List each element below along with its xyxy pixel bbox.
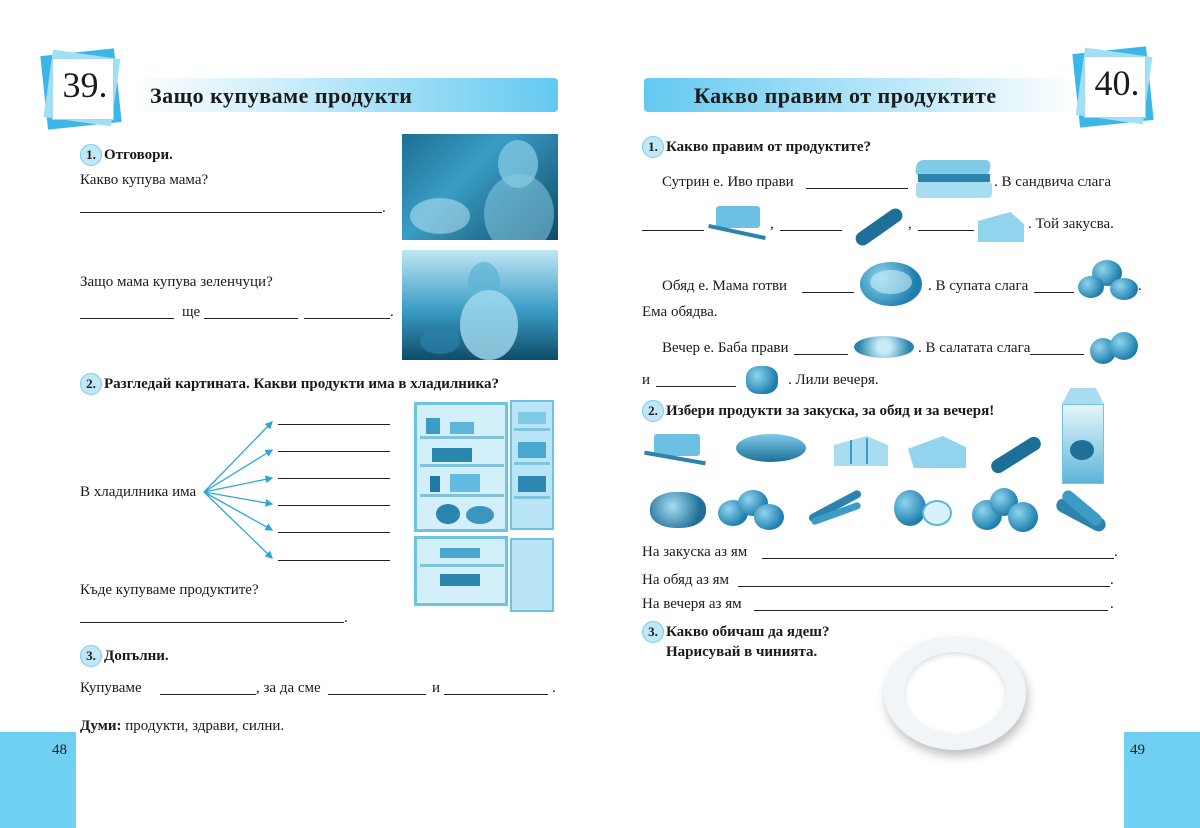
answer-line[interactable] [80, 212, 382, 213]
left-page-number: 48 [52, 742, 67, 758]
answer-line[interactable] [1034, 292, 1074, 293]
answer-line[interactable] [738, 586, 1110, 587]
comma: , [908, 216, 912, 232]
period: . [1110, 596, 1114, 612]
answer-line[interactable] [806, 188, 908, 189]
sandwich-image [912, 152, 994, 204]
right-task2-number: 2. [642, 400, 664, 422]
comma: , [770, 216, 774, 232]
cooking-photo [402, 250, 558, 360]
left-task3-number: 3. [80, 645, 102, 667]
answer-line[interactable] [160, 694, 256, 695]
right-task2-heading: Избери продукти за закуска, за обяд и за вечеря! [666, 403, 995, 419]
answer-line[interactable] [444, 694, 548, 695]
right-task3-heading-line2: Нарисувай в чинията. [666, 644, 818, 660]
period: . [1138, 278, 1142, 294]
carrots-item[interactable] [800, 480, 872, 530]
milk-carton-image [1058, 388, 1108, 486]
right-lesson-badge [1076, 50, 1154, 128]
answer-line[interactable] [328, 694, 426, 695]
sentence3-part2: . В салатата слага [918, 340, 1031, 356]
salami-item[interactable] [986, 432, 1044, 476]
answer-line[interactable] [278, 532, 390, 533]
answer-line[interactable] [204, 318, 298, 319]
plate-drawing-area[interactable] [884, 636, 1026, 750]
answer-line[interactable] [278, 478, 390, 479]
answer-line[interactable] [642, 230, 704, 231]
butter-image [706, 202, 768, 244]
answer-line[interactable] [780, 230, 842, 231]
answer-line[interactable] [278, 560, 390, 561]
right-task1-heading: Какво правим от продуктите? [666, 139, 872, 155]
answer-line[interactable] [918, 230, 974, 231]
left-task1-word-shte: ще [182, 304, 201, 320]
period: . [382, 200, 386, 216]
answer-line[interactable] [802, 292, 854, 293]
left-task3-start: Купуваме [80, 680, 142, 696]
left-task2-heading: Разгледай картината. Какви продукти има в хладилника? [104, 376, 499, 392]
answer-line[interactable] [278, 424, 390, 425]
period: . [1114, 544, 1118, 560]
left-lesson-badge [44, 52, 122, 130]
fridge-illustration [410, 398, 558, 612]
left-task3-mid: , за да сме [256, 680, 321, 696]
words-hint [80, 718, 284, 735]
left-task1-question1: Какво купува мама? [80, 172, 209, 188]
cheese-image [974, 206, 1028, 246]
left-task1-number: 1. [80, 144, 102, 166]
left-lesson-number: 39. [62, 65, 108, 105]
words-list: продукти, здрави, силни. [125, 718, 285, 734]
tomatoes-image [1088, 330, 1140, 366]
answer-line[interactable] [278, 505, 390, 506]
bread-item[interactable] [734, 430, 808, 466]
answer-line[interactable] [656, 386, 736, 387]
left-task2-number: 2. [80, 373, 102, 395]
right-page-title: Какво правим от продуктите [694, 83, 997, 108]
soup-image [856, 260, 926, 308]
left-task1-heading: Отговори. [104, 147, 173, 163]
sentence3-and: и [642, 372, 651, 388]
period: . [390, 304, 394, 320]
left-task3-heading: Допълни. [104, 648, 169, 664]
right-task3-heading-line1: Какво обичаш да ядеш? [666, 624, 830, 640]
period: . [552, 680, 556, 696]
sentence3-part4: . Лили вечеря. [788, 372, 879, 388]
sentence2-part2: . В супата слага [928, 278, 1029, 294]
answer-line[interactable] [278, 451, 390, 452]
right-task3-number: 3. [642, 621, 664, 643]
potatoes-item[interactable] [716, 486, 788, 532]
sentence1-part2: . В сандвича слага [994, 174, 1112, 190]
answer-line[interactable] [80, 622, 344, 623]
left-task3-and: и [432, 680, 441, 696]
salami-image [848, 204, 906, 246]
sentence1-part3: . Той закусва. [1028, 216, 1114, 232]
fridge-label: В хладилника има [80, 484, 197, 500]
left-page-title: Защо купуваме продукти [150, 83, 413, 108]
right-page-number: 49 [1130, 742, 1145, 758]
sentence2-part3: Ема обядва. [642, 304, 718, 320]
left-task1-question2: Защо мама купува зеленчуци? [80, 274, 273, 290]
vegetables-image [1076, 258, 1142, 304]
sentence3-part1: Вечер е. Баба прави [662, 340, 789, 356]
period: . [1110, 572, 1114, 588]
period: . [344, 610, 348, 626]
answer-line[interactable] [1030, 354, 1084, 355]
arrows-diagram [200, 410, 280, 570]
cheese-wedge-item[interactable] [904, 430, 970, 474]
breakfast-label: На закуска аз ям [642, 544, 748, 560]
eggs-item[interactable] [890, 486, 956, 530]
sentence1-part1: Сутрин е. Иво прави [662, 174, 794, 190]
words-label: Думи: [80, 718, 122, 734]
answer-line[interactable] [304, 318, 390, 319]
answer-line[interactable] [754, 610, 1108, 611]
butter-item[interactable] [644, 430, 710, 468]
tomatoes-item[interactable] [970, 486, 1040, 534]
answer-line[interactable] [762, 558, 1114, 559]
answer-line[interactable] [794, 354, 848, 355]
salad-image [852, 326, 916, 360]
dinner-label: На вечеря аз ям [642, 596, 742, 612]
sentence2-part1: Обяд е. Мама готви [662, 278, 788, 294]
left-task2-question: Къде купуваме продуктите? [80, 582, 259, 598]
pepper-image [740, 362, 784, 396]
lunch-label: На обяд аз ям [642, 572, 730, 588]
shopping-photo [402, 134, 558, 240]
meat-item[interactable] [646, 486, 712, 532]
right-task1-number: 1. [642, 136, 664, 158]
cheese-slices-item[interactable] [830, 426, 892, 470]
answer-line[interactable] [80, 318, 174, 319]
right-lesson-number: 40. [1094, 63, 1140, 103]
cucumbers-item[interactable] [1052, 488, 1112, 534]
